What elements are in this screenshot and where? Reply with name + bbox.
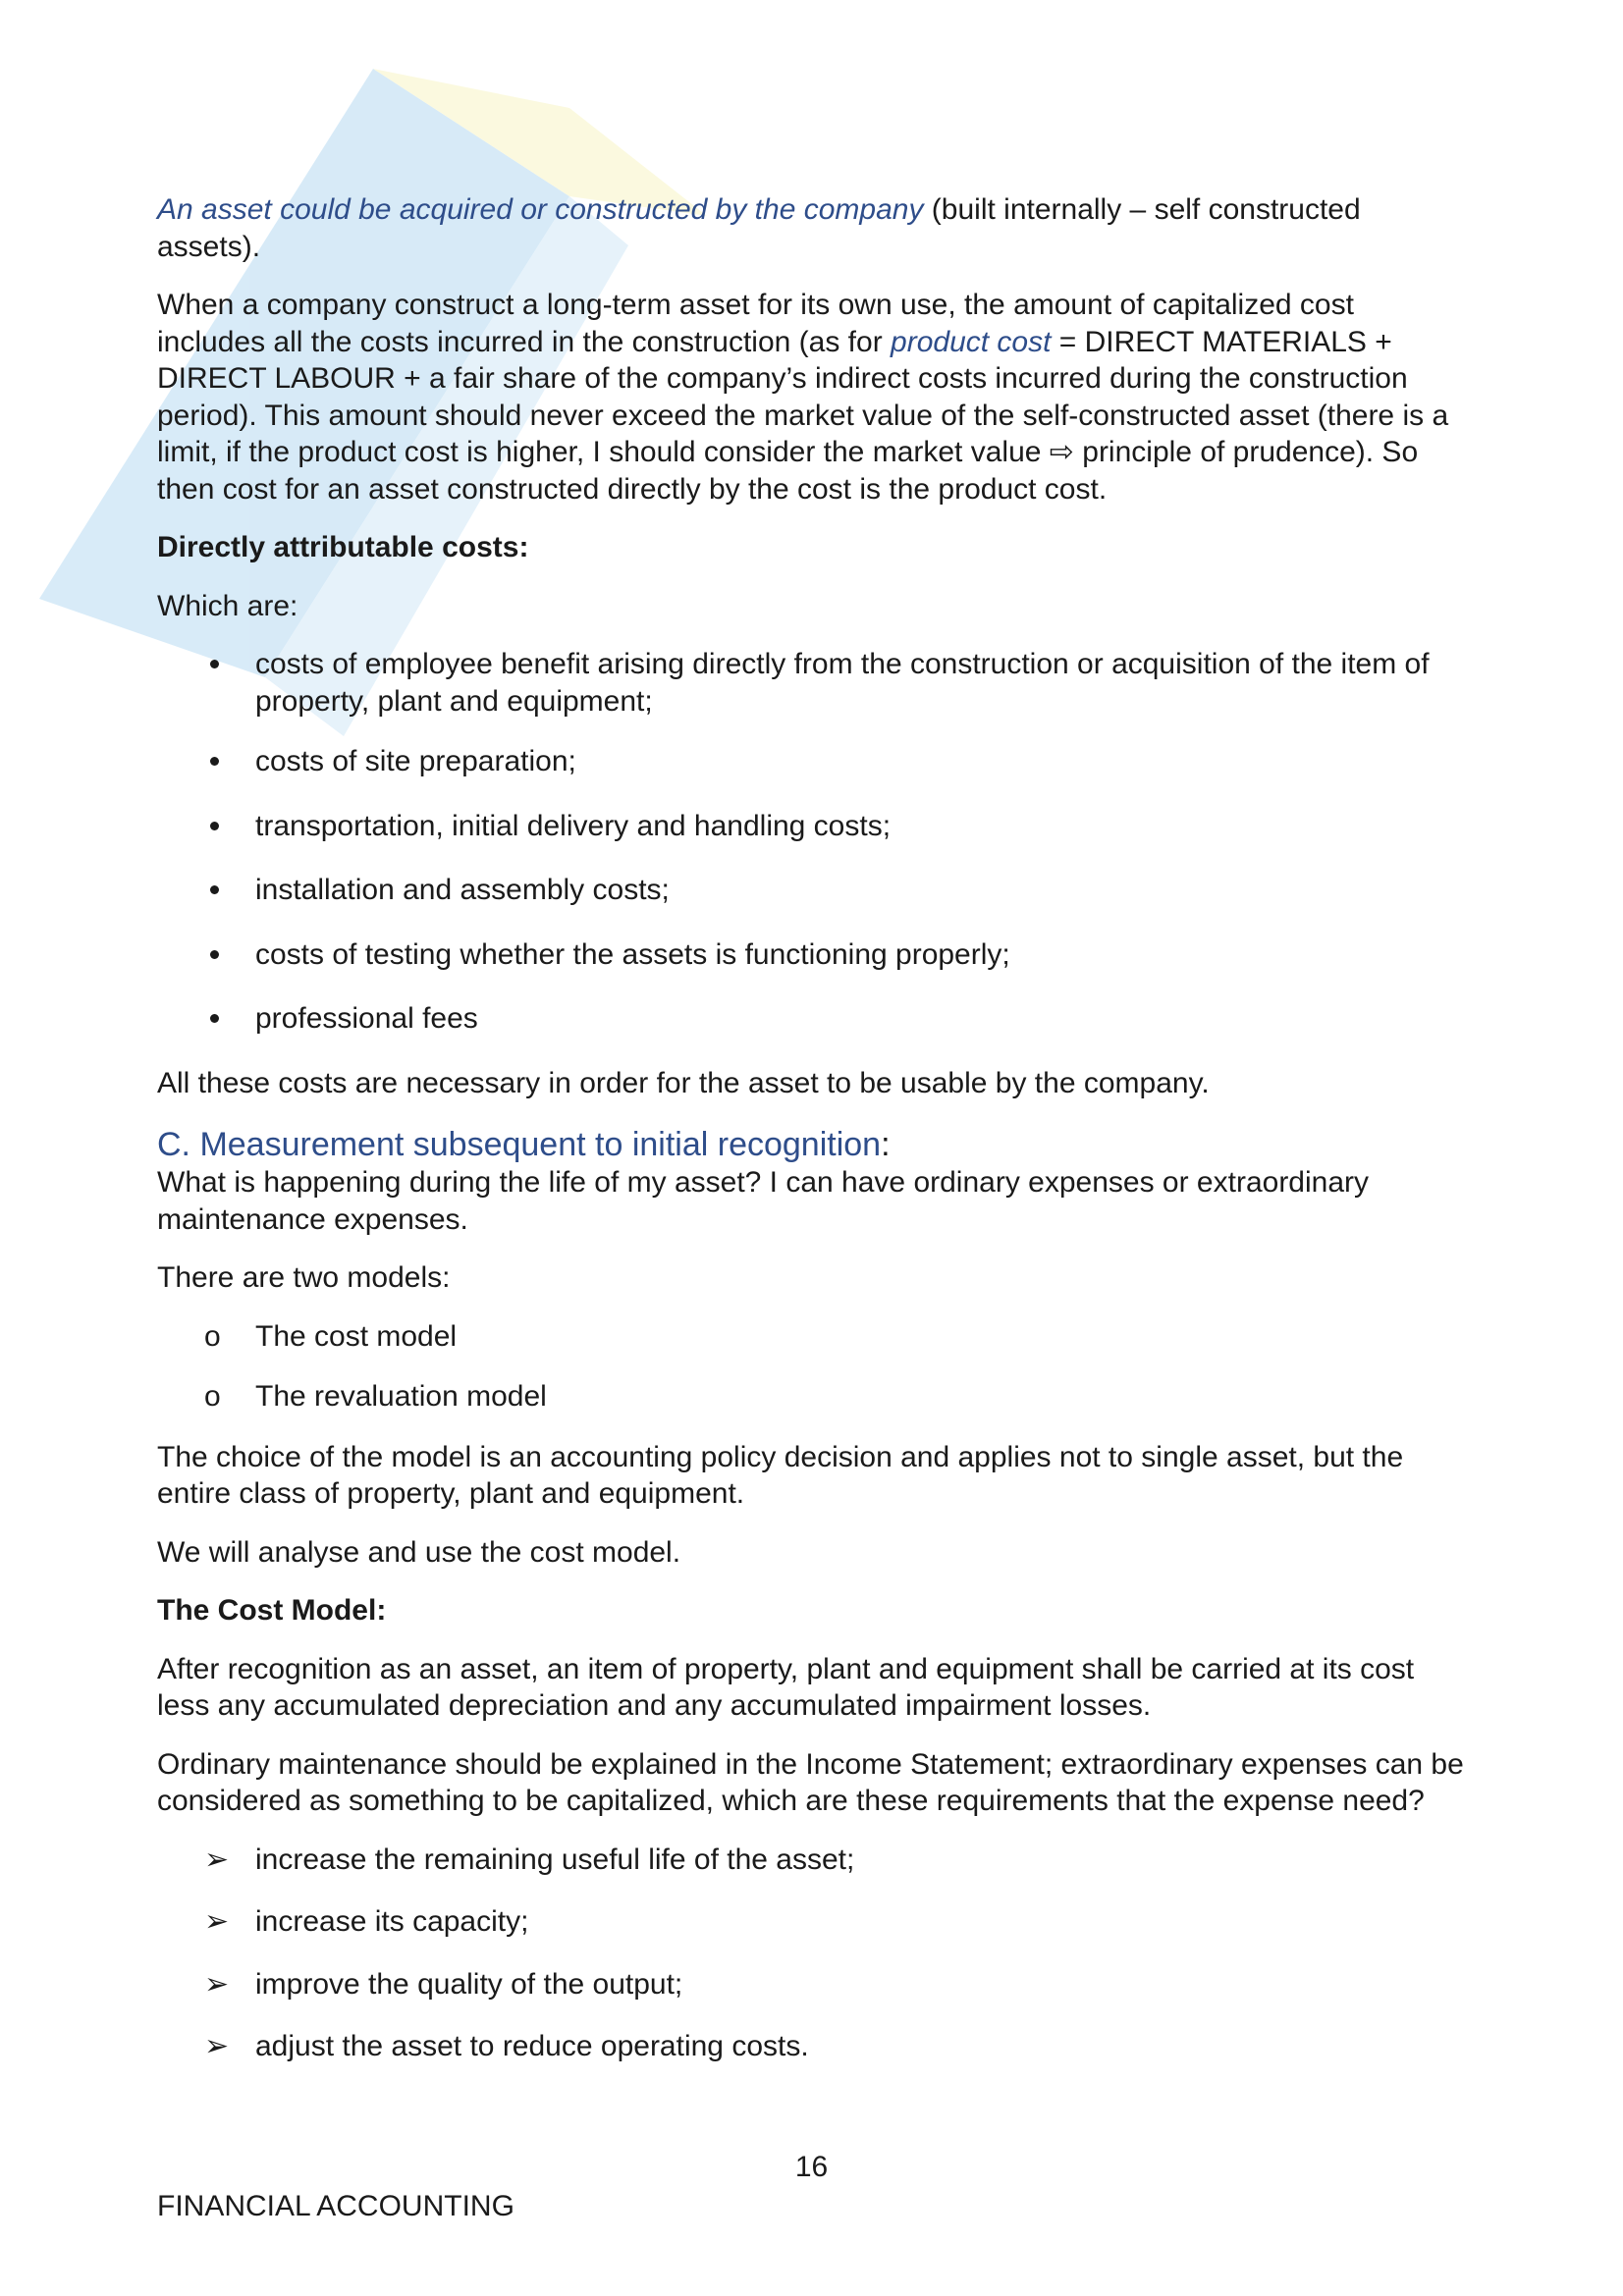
analyse-paragraph: We will analyse and use the cost model. xyxy=(157,1535,681,1569)
list-item xyxy=(157,1842,1468,1879)
arrow-glyph: ⇨ xyxy=(1049,436,1074,468)
footer-title: FINANCIAL ACCOUNTING xyxy=(157,2190,514,2222)
attributable-title: Directly attributable costs: xyxy=(157,531,529,563)
list-item xyxy=(157,743,1468,780)
intro-paragraph xyxy=(157,191,1468,265)
arrowhead-bullet-icon: ➢ xyxy=(204,2030,230,2062)
list-item xyxy=(157,1966,1468,2003)
requirements-list xyxy=(157,1842,1468,2065)
attributable-list xyxy=(157,646,1468,1038)
list-item xyxy=(157,1000,1468,1038)
arrowhead-bullet-icon: ➢ xyxy=(204,1967,230,2001)
list-item-text: costs of employee benefit arising directly from the construction or acquisition of the item of property, plant and equipment; xyxy=(255,648,1430,718)
attributable-conclusion: All these costs are necessary in order for the asset to be usable by the company. xyxy=(157,1066,1210,1099)
models-list xyxy=(157,1318,1468,1415)
two-models-text: There are two models: xyxy=(157,1261,451,1294)
section-c-colon: : xyxy=(881,1126,891,1163)
list-item-text: transportation, initial delivery and handling costs; xyxy=(255,809,892,842)
construct-paragraph xyxy=(157,287,1468,507)
list-item xyxy=(157,1378,1468,1415)
section-c-heading xyxy=(157,1125,1468,1164)
list-item-text: improve the quality of the output; xyxy=(255,1967,683,2001)
list-item-text: The cost model xyxy=(255,1319,458,1353)
construct-text-1: When a company construct a long-term asset for its own use, the amount of capitalized cost includes all the costs incurred in the construction (as for xyxy=(157,289,1354,358)
model-choice-paragraph: The choice of the model is an accounting policy decision and applies not to single asset, but the entire class of property, plant and equipment. xyxy=(157,1440,1404,1510)
o-marker: o xyxy=(204,1380,221,1413)
section-c-heading-text: C. Measurement subsequent to initial recognition xyxy=(157,1126,882,1163)
list-item-text: increase its capacity; xyxy=(255,1905,529,1938)
cost-model-paragraph-2: Ordinary maintenance should be explained in the Income Statement; extraordinary expenses can be considered as something to be capitalized, which are these requirements that the expense need? xyxy=(157,1747,1464,1817)
section-c-intro: What is happening during the life of my asset? I can have ordinary expenses or extraordinary maintenance expenses. xyxy=(157,1166,1370,1236)
intro-rest: (built internally – self constructed assets). xyxy=(157,193,1361,263)
construct-text-2: = DIRECT MATERIALS + DIRECT LABOUR + a fair share of the company’s indirect costs incurred during the construction period). This amount should never exceed the market value of the self-constructed asset (there is a limit, if the product cost is higher, I should consider the market value xyxy=(157,325,1449,468)
construct-text-3: principle of prudence). So then cost for an asset constructed directly by the cost is the product cost. xyxy=(157,436,1419,506)
list-item xyxy=(157,2028,1468,2065)
list-item xyxy=(157,1903,1468,1941)
cost-model-paragraph-1: After recognition as an asset, an item of property, plant and equipment shall be carried at its cost less any accumulated depreciation and any accumulated impairment losses. xyxy=(157,1652,1415,1722)
list-item-text: increase the remaining useful life of the asset; xyxy=(255,1842,855,1876)
page-number: 16 xyxy=(794,2151,829,2183)
list-item-text: adjust the asset to reduce operating costs. xyxy=(255,2030,809,2062)
list-item xyxy=(157,872,1468,909)
document-page xyxy=(157,191,1468,2065)
list-item-text: installation and assembly costs; xyxy=(255,874,670,906)
intro-italic: An asset could be acquired or constructed by the company xyxy=(157,193,924,226)
list-item-text: costs of site preparation; xyxy=(255,745,576,777)
list-item xyxy=(157,936,1468,974)
list-item xyxy=(157,646,1468,720)
which-are: Which are: xyxy=(157,589,298,622)
product-cost-term: product cost xyxy=(891,325,1052,358)
list-item-text: The revaluation model xyxy=(255,1380,547,1413)
list-item xyxy=(157,808,1468,845)
arrowhead-bullet-icon: ➢ xyxy=(204,1842,230,1876)
arrowhead-bullet-icon: ➢ xyxy=(204,1905,230,1938)
list-item-text: professional fees xyxy=(255,1002,478,1035)
list-item-text: costs of testing whether the assets is functioning properly; xyxy=(255,937,1010,971)
o-marker: o xyxy=(204,1319,221,1353)
cost-model-title: The Cost Model: xyxy=(157,1594,387,1627)
list-item xyxy=(157,1318,1468,1356)
